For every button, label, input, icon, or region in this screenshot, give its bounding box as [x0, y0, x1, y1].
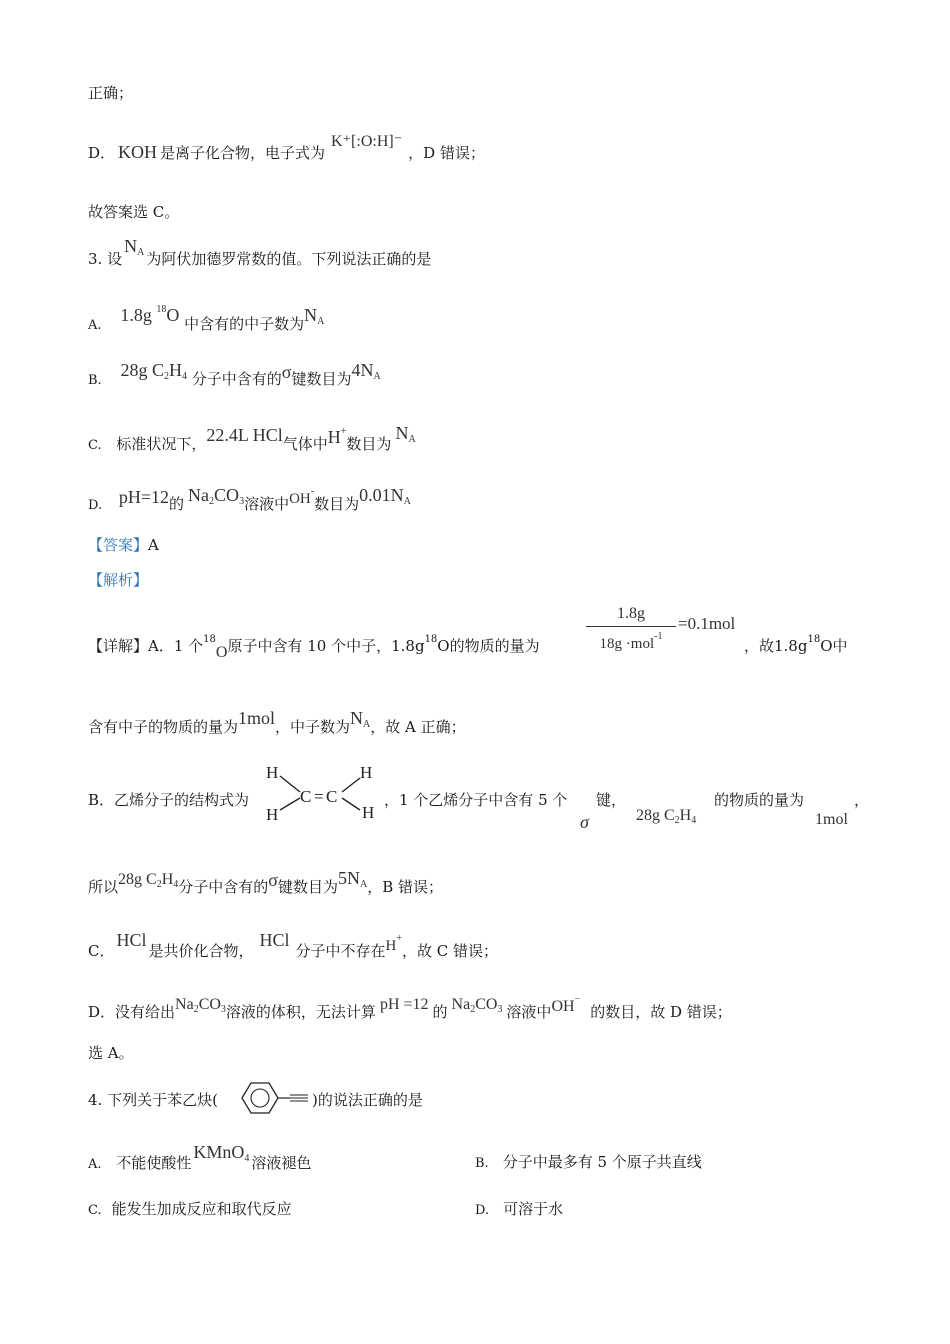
fraction-result: =0.1mol	[678, 614, 736, 633]
q4-option-c: C. 能发生加成反应和取代反应	[88, 1200, 292, 1218]
q4-option-b: B. 分子中最多有 5 个原子共直线	[475, 1153, 702, 1171]
explain-a-line1: 【详解】A．1 个$^{18}$O原子中含有 10 个中子，$1.8g^{18}O$的物质的量为	[88, 634, 540, 661]
answer-line: 【答案】A	[88, 536, 159, 554]
sigma-symbol: σ	[580, 812, 589, 832]
ethylene-double-bond: =	[314, 787, 324, 806]
q3-option-c: C. 标准状况下，22.4L HCl气体中H+数目为$N_A$	[88, 423, 416, 453]
b-mol: 1mol	[815, 811, 848, 828]
q3-option-d: D. pH=12的 $Na_2CO_3$溶液中OH-数目为$0.01N_A$	[88, 485, 411, 513]
analysis-tag: 【解析】	[88, 571, 149, 589]
line-correct: 正确；	[88, 84, 134, 102]
ethylene-c1: C	[300, 787, 312, 806]
explain-b-line1-mid: ，1 个乙烯分子中含有 5 个	[384, 791, 568, 809]
q4-option-a: A. 不能使酸性KMnO$_4$ 溶液褪色	[88, 1142, 312, 1172]
fraction: 1.8g 18g ·mol$^{-1}$	[586, 604, 676, 654]
explain-d: D．没有给出$Na_2CO_3$溶液的体积，无法计算 pH =12 的 $Na_2CO_3$ 溶液中OH−的数目，故 D 错误；	[88, 994, 732, 1021]
b-comma: ，	[854, 791, 870, 809]
q3-option-a: A. 1.8g $^{18}$O 中含有的中子数为$N_A$	[88, 304, 325, 333]
q4-stem-start: 4. 下列关于苯乙炔(	[88, 1091, 218, 1109]
ethylene-h3: H	[360, 763, 373, 782]
explain-b-line1-jian: 键，	[596, 791, 627, 809]
ethylene-h4: H	[362, 803, 375, 822]
q3-option-b: B. 28g $C_2H_4$ 分子中含有的σ键数目为$4N_A$	[88, 360, 381, 388]
explain-c: C．HCl是共价化合物，HCl分子中不存在H+，故 C 错误；	[88, 930, 499, 960]
phenylacetylene-structure	[232, 1076, 310, 1120]
prev-option-d: D． KOH 是离子化合物，电子式为K⁺[:O:H]⁻，D 错误；	[88, 133, 485, 162]
ethylene-h1: H	[266, 763, 279, 782]
ethylene-c2: C	[326, 787, 338, 806]
q3-conclusion: 选 A。	[88, 1044, 134, 1062]
koh-electron-formula: K⁺[:O:H]⁻	[331, 133, 403, 150]
ethylene-h2: H	[266, 805, 279, 824]
q3-stem: 3. 设$N_A$ 为阿伏加德罗常数的值。下列说法正确的是	[88, 236, 432, 268]
ethylene-structure	[262, 762, 384, 824]
explain-b-line1-tail: 的物质的量为	[714, 791, 805, 809]
explain-b-line2: 所以28g $C_2H_4$分子中含有的σ键数目为$5N_A$，B 错误；	[88, 868, 444, 896]
explain-a-line2: 含有中子的物质的量为1mol，中子数为$N_A$，故 A 正确；	[88, 708, 466, 736]
explain-b-line1: B．乙烯分子的结构式为	[88, 791, 250, 809]
q4-option-d: D. 可溶于水	[475, 1200, 564, 1218]
q4-stem-end: )的说法正确的是	[312, 1091, 423, 1109]
prev-conclusion: 故答案选 C。	[88, 203, 180, 221]
explain-a-line1-tail: ，故$1.8g^{18}O$中	[744, 634, 848, 655]
b-mass: 28g $C_2H_4$	[636, 807, 697, 826]
